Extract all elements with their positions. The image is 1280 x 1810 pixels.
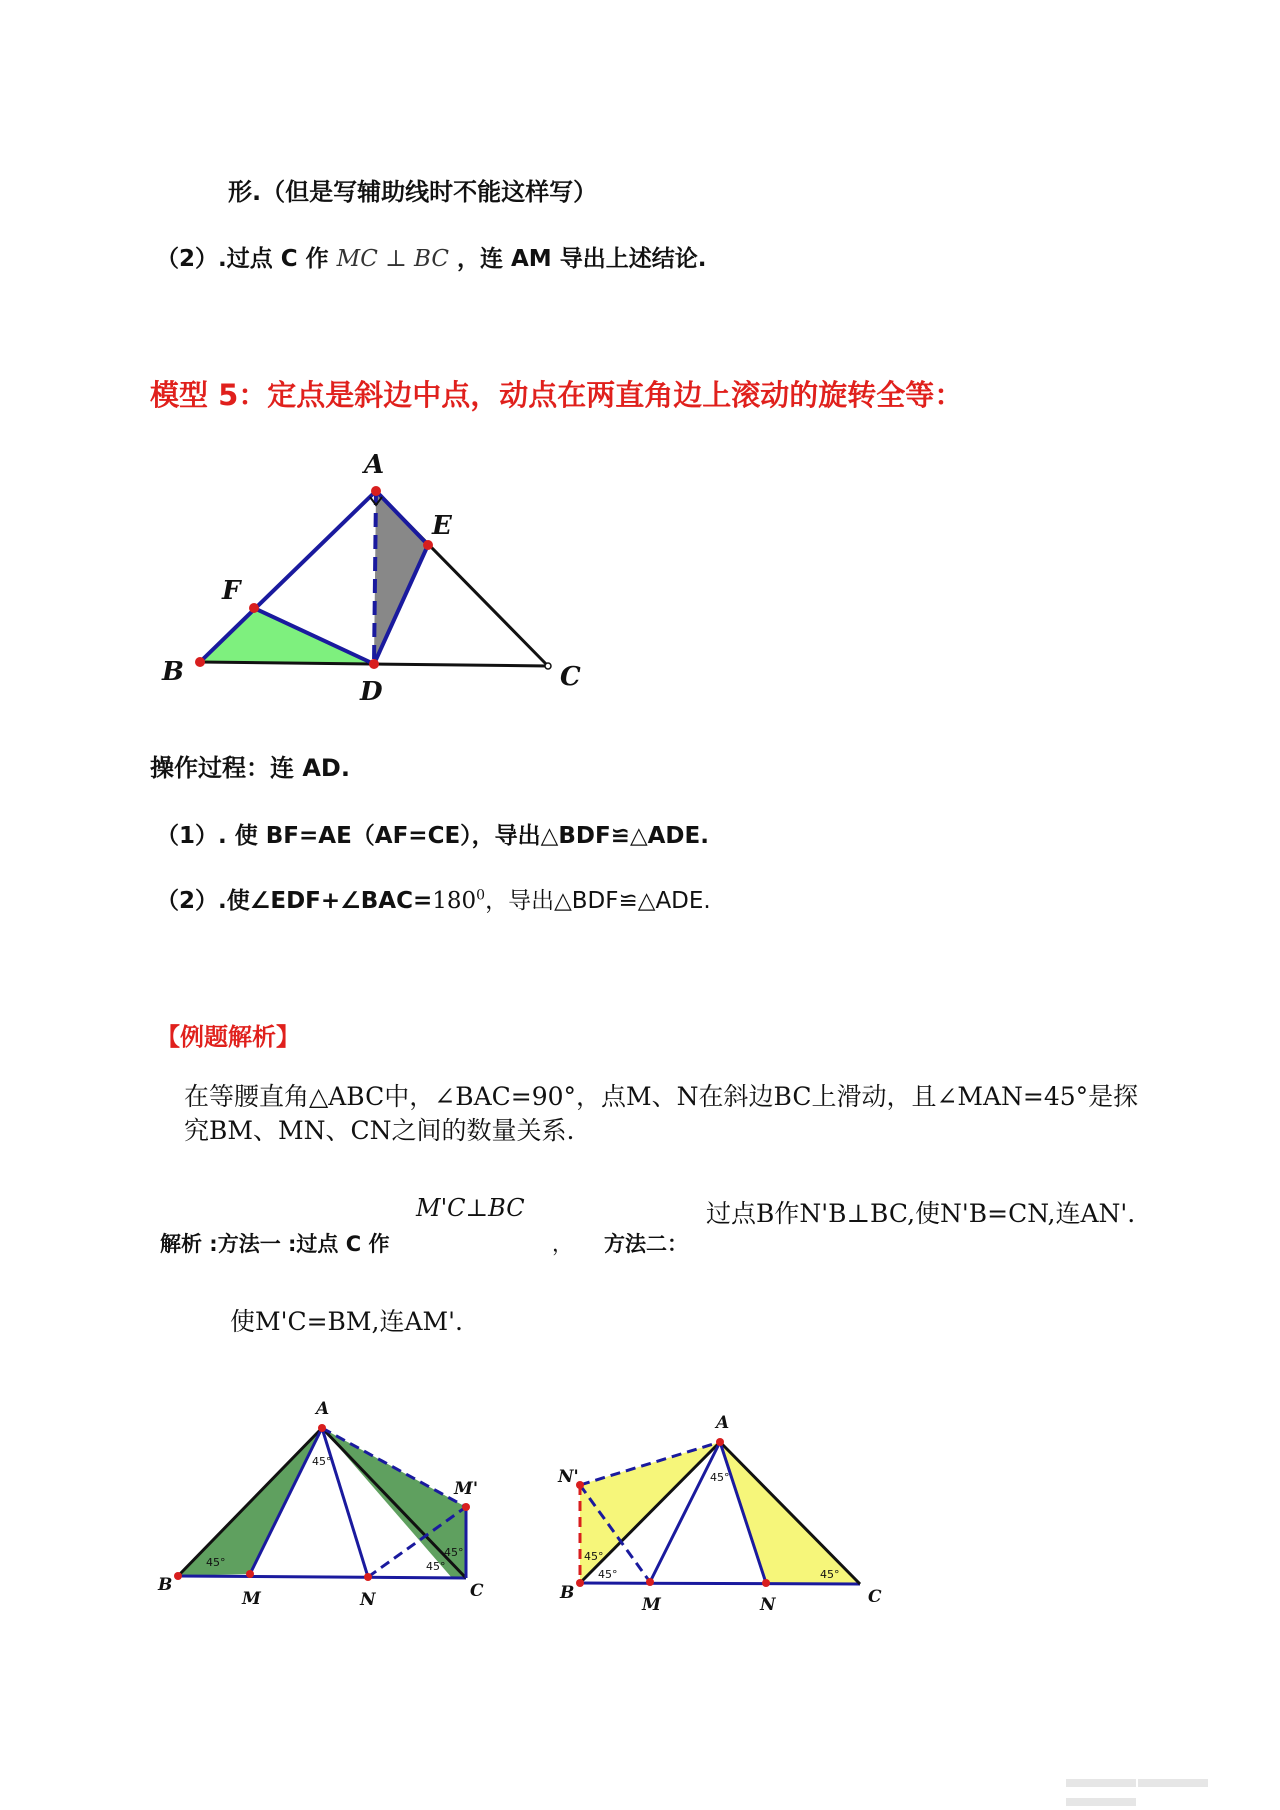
intro-line-2-suffix: ，连 AM 导出上述结论. xyxy=(457,246,707,272)
method2-label-c: C xyxy=(868,1587,882,1607)
point-b xyxy=(195,657,205,667)
method1-continuation: 使M'C=BM,连AM'. xyxy=(230,1307,463,1336)
method2-angle-c: 45° xyxy=(820,1568,840,1581)
method1-angle-b: 45° xyxy=(206,1556,226,1569)
method2-angle-a: 45° xyxy=(710,1471,730,1484)
method2-label-b: B xyxy=(560,1583,575,1603)
operation-step-2 xyxy=(156,882,711,915)
method2-point-a xyxy=(716,1438,724,1446)
example-problem: 在等腰直角△ABC中，∠BAC=90°，点M、N在斜边BC上滑动，且∠MAN=45°是探究BM、MN、CN之间的数量关系. xyxy=(184,1082,1139,1145)
method2-label-m: M xyxy=(642,1595,661,1615)
method2-point-m xyxy=(646,1578,654,1586)
step2-suffix: ，导出△BDF≌△ADE. xyxy=(485,888,711,914)
method1-label-c: C xyxy=(470,1581,484,1601)
method1-segment-bc xyxy=(178,1576,466,1578)
method2-figure xyxy=(557,1413,882,1615)
method1-point-n xyxy=(364,1573,372,1581)
step2-sup: 0 xyxy=(476,887,486,904)
method1-angle-c2: 45° xyxy=(444,1546,464,1559)
method1-angle-c: 45° xyxy=(426,1560,446,1573)
method1-point-a xyxy=(318,1424,326,1432)
point-d xyxy=(369,659,379,669)
intro-line-1: 形.（但是写辅助线时不能这样写） xyxy=(228,178,598,206)
method2-angle-b: 45° xyxy=(584,1550,604,1563)
point-c xyxy=(545,663,551,669)
method2-label-n-prime: N' xyxy=(558,1467,579,1487)
method1-label-b: B xyxy=(158,1575,173,1595)
model5-heading: 模型 5：定点是斜边中点，动点在两直角边上滚动的旋转全等： xyxy=(150,378,964,412)
label-f: F xyxy=(222,576,241,606)
example-tag: 【例题解析】 xyxy=(156,1023,300,1051)
method2-label-a: A xyxy=(716,1413,730,1433)
method2-segment-bc xyxy=(580,1583,860,1584)
label-a: A xyxy=(364,450,385,480)
method2-text: 过点B作N'B⊥BC,使N'B=CN,连AN'. xyxy=(706,1199,1136,1228)
watermark-bars xyxy=(1066,1772,1280,1810)
intro-line-2-prefix: （2）.过点 C 作 xyxy=(156,246,329,272)
method1-label-m-prime: M' xyxy=(454,1479,479,1499)
label-e: E xyxy=(432,511,452,541)
method1-figure xyxy=(157,1399,484,1610)
method1-label-m: M xyxy=(242,1589,261,1609)
method2-point-b xyxy=(576,1579,584,1587)
point-e xyxy=(423,540,433,550)
method2-point-n xyxy=(762,1579,770,1587)
step2-prefix: （2）.使∠EDF+∠BAC= xyxy=(156,888,433,914)
method2-label: 方法二： xyxy=(604,1232,688,1256)
analysis-comma: ， xyxy=(552,1232,573,1256)
operation-step-1: （1）. 使 BF=AE（AF=CE），导出△BDF≌△ADE. xyxy=(156,823,709,849)
method1-point-m-prime xyxy=(462,1503,470,1511)
point-f xyxy=(249,603,259,613)
label-c: C xyxy=(560,662,581,692)
step2-math: 180 xyxy=(432,888,477,914)
point-a xyxy=(371,486,381,496)
intro-line-2-math: MC ⊥ BC xyxy=(336,246,449,272)
method1-point-m xyxy=(246,1570,254,1578)
method2-angle-b2: 45° xyxy=(598,1568,618,1581)
method1-angle-a: 45° xyxy=(312,1455,332,1468)
analysis-method1-prefix: 解析 :方法一 :过点 C 作 xyxy=(160,1232,390,1256)
method1-label-n: N xyxy=(360,1590,376,1610)
method1-point-b xyxy=(174,1572,182,1580)
label-d: D xyxy=(360,677,383,707)
method2-label-n: N xyxy=(760,1595,776,1615)
method1-label-a: A xyxy=(316,1399,330,1419)
label-b: B xyxy=(162,657,184,687)
method1-math: M'C⊥BC xyxy=(416,1194,525,1222)
operation-title: 操作过程：连 AD. xyxy=(150,754,350,782)
